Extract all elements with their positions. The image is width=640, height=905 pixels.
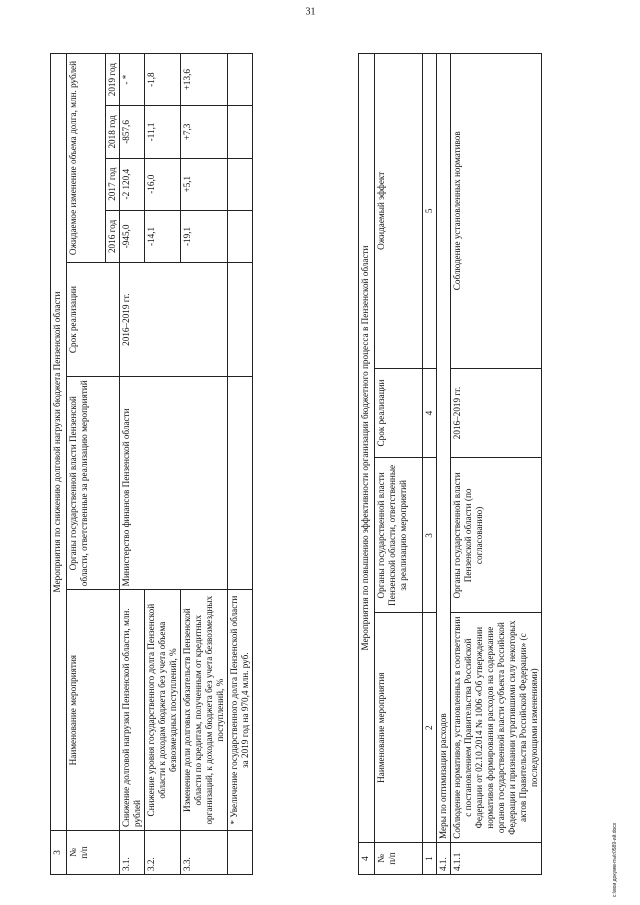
header-name: Наименование мероприятия [67, 590, 120, 831]
header-name: Наименование мероприятия [375, 613, 423, 843]
column-number: 4 [423, 368, 437, 458]
table-row [120, 54, 145, 875]
header-2016: 2016 год [106, 210, 120, 262]
header-2017: 2017 год [106, 158, 120, 210]
section-number: 3 [51, 831, 67, 875]
page-number: 31 [305, 6, 316, 18]
header-num: № п/п [375, 843, 423, 875]
header-org: Органы государственной власти Пензенской области, ответственные за реализацию мероприятий [67, 377, 120, 590]
header-term: Срок реализации [375, 368, 423, 458]
header-term: Срок реализации [67, 263, 120, 377]
row-num: 3.3. [181, 831, 228, 875]
subsection-number: 4.1. [437, 843, 451, 875]
value-2017: -16,0 [145, 158, 181, 210]
value-2017: +5,1 [181, 158, 228, 210]
column-number: 5 [423, 54, 437, 369]
row-num: 3.2. [145, 831, 181, 875]
budget-process-table [358, 53, 542, 875]
value-2017: -2 120,4 [120, 158, 145, 210]
row-name: Изменение доли долговых обязательств Пензенской области по кредитам, полученным от кредитных организаций, к доходам бюджета без учета безвозмездных поступлений, % [181, 590, 228, 831]
debt-table [50, 53, 253, 875]
section-title: Мероприятия по повышению эффективности организации бюджетного процесса в Пензенской области [359, 54, 375, 843]
row-name: Снижение долговой нагрузки Пензенской области, млн. рублей [120, 590, 145, 831]
value-2019: +13,6 [181, 54, 228, 106]
row-name: Снижение уровня государственного долга Пензенской области к доходам бюджета без учета объема безвозмездных поступлений, % [145, 590, 181, 831]
row-num: 3.1. [120, 831, 145, 875]
header-2019: 2019 год [106, 54, 120, 106]
value-2018: -857,6 [120, 106, 145, 158]
row-term: 2016–2019 гг. [120, 263, 228, 377]
row-org: Министерство финансов Пензенской области [120, 377, 228, 590]
section-number: 4 [359, 843, 375, 875]
header-effect: Ожидаемое изменение объема долга, млн. рублей [67, 54, 106, 263]
subsection-title: Меры по оптимизации расходов [437, 54, 451, 843]
column-number: 1 [423, 843, 437, 875]
value-2018: +7,3 [181, 106, 228, 158]
row-org: Органы государственной власти Пензенской области (по согласованию) [451, 458, 542, 613]
row-term: 2016–2019 гг. [451, 368, 542, 458]
header-num: № п/п [67, 831, 120, 875]
row-name: Соблюдение нормативов, установленных в соответствии с постановлением Правительства Российской Федерации от 02.10.2014 № 1006 «Об утверждении нормативов формирования расходов на содержание органов государственной власти субъекта Российской Федерации и признании утратившими силу некоторых актов Правительства Российской Федерации» (с последующими изменениями) [451, 613, 542, 843]
value-2019: -1,8 [145, 54, 181, 106]
header-2018: 2018 год [106, 106, 120, 158]
value-2018: -11,1 [145, 106, 181, 158]
section-title: Мероприятия по снижению долговой нагрузки бюджета Пензенской области [51, 54, 67, 831]
column-number: 2 [423, 613, 437, 843]
row-effect: Соблюдение установленных нормативов [451, 54, 542, 369]
header-effect: Ожидаемый эффект [375, 54, 423, 369]
value-2016: -14,1 [145, 210, 181, 262]
column-number: 3 [423, 458, 437, 613]
footnote: * Увеличение государственного долга Пензенской области за 2019 год на 970,4 млн. руб. [228, 590, 253, 831]
header-org: Органы государственной власти Пензенской области, ответственные за реализацию мероприятий [375, 458, 423, 613]
table-row [451, 54, 542, 875]
footer-file-path: c:\мои документы\r0589-ий.docx [612, 822, 618, 897]
value-2016: -945,0 [120, 210, 145, 262]
value-2016: -19,1 [181, 210, 228, 262]
row-num: 4.1.1 [451, 843, 542, 875]
value-2019: - * [120, 54, 145, 106]
